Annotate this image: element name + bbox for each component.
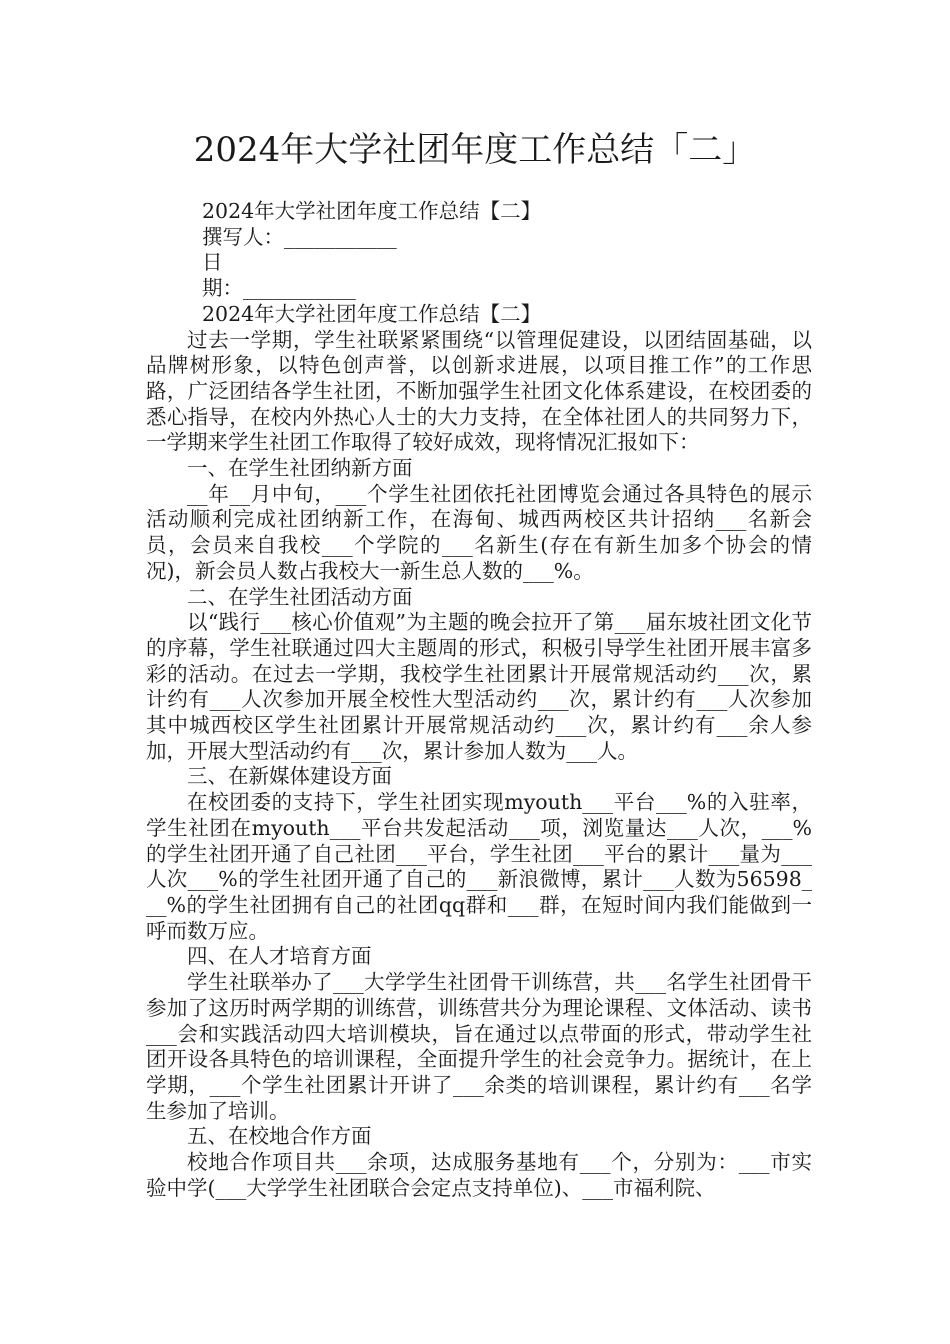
section-heading: 一、在学生社团纳新方面 [187,456,413,481]
section-paragraph: 学生社联举办了___大学学生社团骨干训练营，共___名学生社团骨干参加了这历时两学期的训练营，训练营共分为理论课程、文体活动、读书___会和实践活动四大培训模块，旨在通过以点带面的形式，带动学生社团开设各具特色的培训课程，全面提升学生的社会竞争力。据统计，在上学期，___个学生社团累计开讲了___余类的培训课程，累计约有___名学生参加了培训。 [146,970,812,1123]
section-heading: 五、在校地合作方面 [187,1124,372,1149]
document-subtitle: 2024年大学社团年度工作总结【二】 [202,199,542,223]
document-subtitle-repeat: 2024年大学社团年度工作总结【二】 [202,301,542,326]
author-line: 撰写人：___________ [202,224,397,249]
section-paragraph: 校地合作项目共___余项，达成服务基地有___个，分别为：___市实验中学(___大学学生社团联合会定点支持单位)、___市福利院、 [146,1150,812,1200]
date-line-label: 日 [202,250,223,275]
section-paragraph: 在校团委的支持下，学生社团实现myouth___平台___%的入驻率，学生社团在myouth___平台共发起活动___项，浏览量达___人次，___%的学生社团开通了自己社团___平台，学生社团___平台的累计___量为___人次___%的学生社团开通了自己的___新浪微博，累计___人数为56598___%的学生社团拥有自己的社团qq群和___群，在短时间内我们能做到一呼而数万应。 [146,790,812,943]
section-paragraph: __年__月中旬，___个学生社团依托社团博览会通过各具特色的展示活动顺利完成社团纳新工作，在海甸、城西两校区共计招纳___名新会员，会员来自我校___个学院的___名新生(存在有新生加多个协会的情况)，新会员人数占我校大一新生总人数的___%。 [146,481,812,583]
document-body [146,199,812,1201]
document-title: 2024年大学社团年度工作总结「二」 [193,130,757,170]
section-paragraph: 以“践行___核心价值观”为主题的晚会拉开了第___届东坡社团文化节的序幕，学生社联通过四大主题周的形式，积极引导学生社团开展丰富多彩的活动。在过去一学期，我校学生社团累计开展常规活动约___次，累计约有___人次参加开展全校性大型活动约___次，累计约有___人次参加其中城西校区学生社团累计开展常规活动约___次，累计约有___余人参加，开展大型活动约有___次，累计参加人数为___人。 [146,610,812,763]
section-heading: 四、在人才培育方面 [187,944,372,969]
date-line-value: 期：___________ [202,276,356,301]
intro-paragraph: 过去一学期，学生社联紧紧围绕“以管理促建设，以团结固基础，以品牌树形象，以特色创声誉，以创新求进展，以项目推工作”的工作思路，广泛团结各学生社团，不断加强学生社团文化体系建设，在校团委的悉心指导，在校内外热心人士的大力支持，在全体社团人的共同努力下，一学期来学生社团工作取得了较好成效，现将情况汇报如下： [146,327,812,455]
section-heading: 三、在新媒体建设方面 [187,764,392,789]
section-heading: 二、在学生社团活动方面 [187,584,413,609]
